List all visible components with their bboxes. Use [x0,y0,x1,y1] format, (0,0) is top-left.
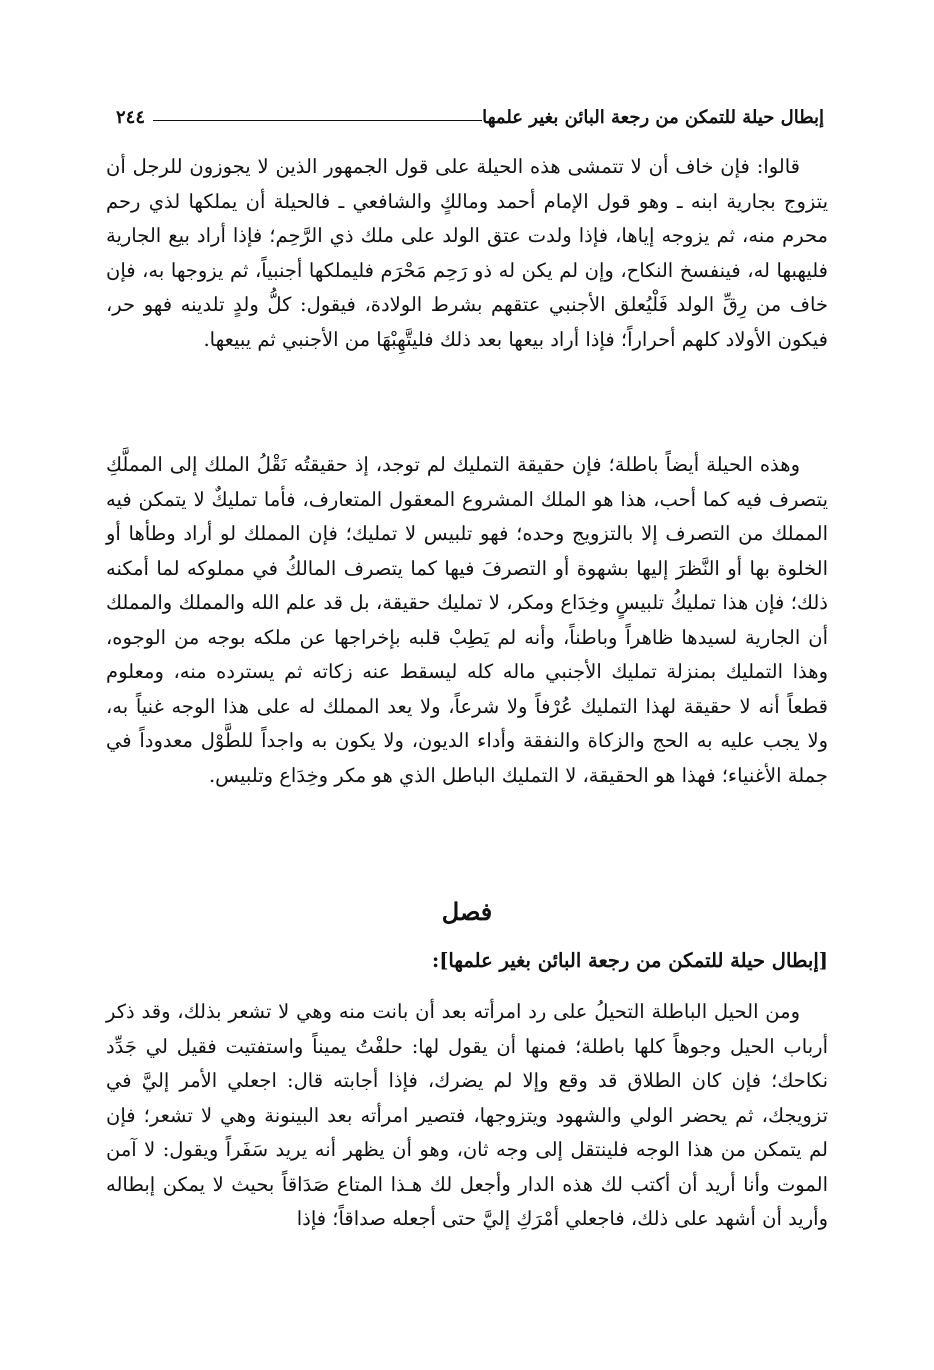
section-heading: فصل [441,897,493,926]
header-rule [153,120,482,121]
running-header [106,100,824,134]
section-subheading: [إبطال حيلة للتمكن من رجعة البائن بغير علمها]: [432,949,828,972]
paragraph-2: وهذه الحيلة أيضاً باطلة؛ فإن حقيقة التمليك لم توجد، إذ حقيقتُه نَقْلُ الملك إلى المملَّكِ يتصرف فيه كما أحب، هذا هو الملك المشروع المعقول المتعارف، فأما تمليكٌ لا يتمكن فيه المملك من التصرف إلا بالتزويج وحده؛ فهو تلبيس لا تمليك؛ فإن المملك لو أراد وطأها أو الخلوة بها أو النَّظرَ إليها بشهوة أو التصرفَ فيها كما يتصرف المالكُ في مملوكه لما أمكنه ذلك؛ فإن هذا تمليكُ تلبيسٍ وخِدَاع ومكر، لا تمليك حقيقة، بل قد علم الله والمملك والمملك أن الجارية لسيدها ظاهراً وباطناً، وأنه لم يَطِبْ قلبه بإخراجها عن ملكه بوجه من الوجوه، وهذا التمليك بمنزلة تمليك الأجنبي ماله كله ليسقط عنه زكاته ثم يسترده منه، ومعلوم قطعاً أنه لا حقيقة لهذا التمليك عُرْفاً ولا شرعاً، ولا يعد المملك له على هذا الوجه غنياً به، ولا يجب عليه به الحج والزكاة والنفقة وأداء الديون، ولا يكون به واجداً للطَّوْل معدوداً في جملة الأغنياء؛ فهذا هو الحقيقة، لا التمليك الباطل الذي هو مكر وخِدَاع وتلبيس. [106,453,828,787]
page-number: ٢٤٤ [116,106,146,128]
header-title: إبطال حيلة للتمكن من رجعة البائن بغير علمها [482,106,824,128]
paragraph-1: قالوا: فإن خاف أن لا تتمشى هذه الحيلة على قول الجمهور الذين لا يجوزون للرجل أن يتزوج بجارية ابنه ـ وهو قول الإمام أحمد ومالكٍ والشافعي ـ فالحيلة أن يملكها لذي رحم محرم منه، ثم يزوجه إياها، فإذا ولدت عتق الولد على ملك ذي الرَّحِم؛ فإذا أراد بيع الجارية فليهبها له، فينفسخ النكاح، وإن لم يكن له ذو رَحِم مَحْرَم فليملكها أجنبياً، ثم يزوجها به، فإن خاف من رِقِّ الولد فَلْيُعلق الأجنبي عتقهم بشرط الولادة، فيقول: كلُّ ولدٍ تلدينه فهو حر، فيكون الأولاد كلهم أحراراً؛ فإذا أراد بيعها بعد ذلك فليتَّهِبْهَا من الأجنبي ثم يبيعها. [106,155,828,351]
paragraph-3: ومن الحيل الباطلة التحيلُ على رد امرأته بعد أن بانت منه وهي لا تشعر بذلك، وقد ذكر أرباب الحيل وجوهاً كلها باطلة؛ فمنها أن يقول لها: حلفْتُ يميناً واستفتيت فقيل لي جَدِّد نكاحك؛ فإن كان الطلاق قد وقع وإلا لم يضرك، فإذا أجابته قال: اجعلي الأمر إليَّ في تزويجك، ثم يحضر الولي والشهود ويتزوجها، فتصير امرأته بعد البينونة وهي لا تشعر؛ فإن لم يتمكن من هذا الوجه فلينتقل إلى وجه ثان، وهو أن يظهر أنه يريد سَفَراً ويقول: لا آمن الموت وأنا أريد أن أكتب لك هذه الدار وأجعل لك هـذا المتاع صَدَاقاً بحيث لا يمكن إبطاله وأريد أن أشهد على ذلك، فاجعلي أمْرَكِ إليَّ حتى أجعله صداقاً؛ فإذا [106,1000,828,1230]
